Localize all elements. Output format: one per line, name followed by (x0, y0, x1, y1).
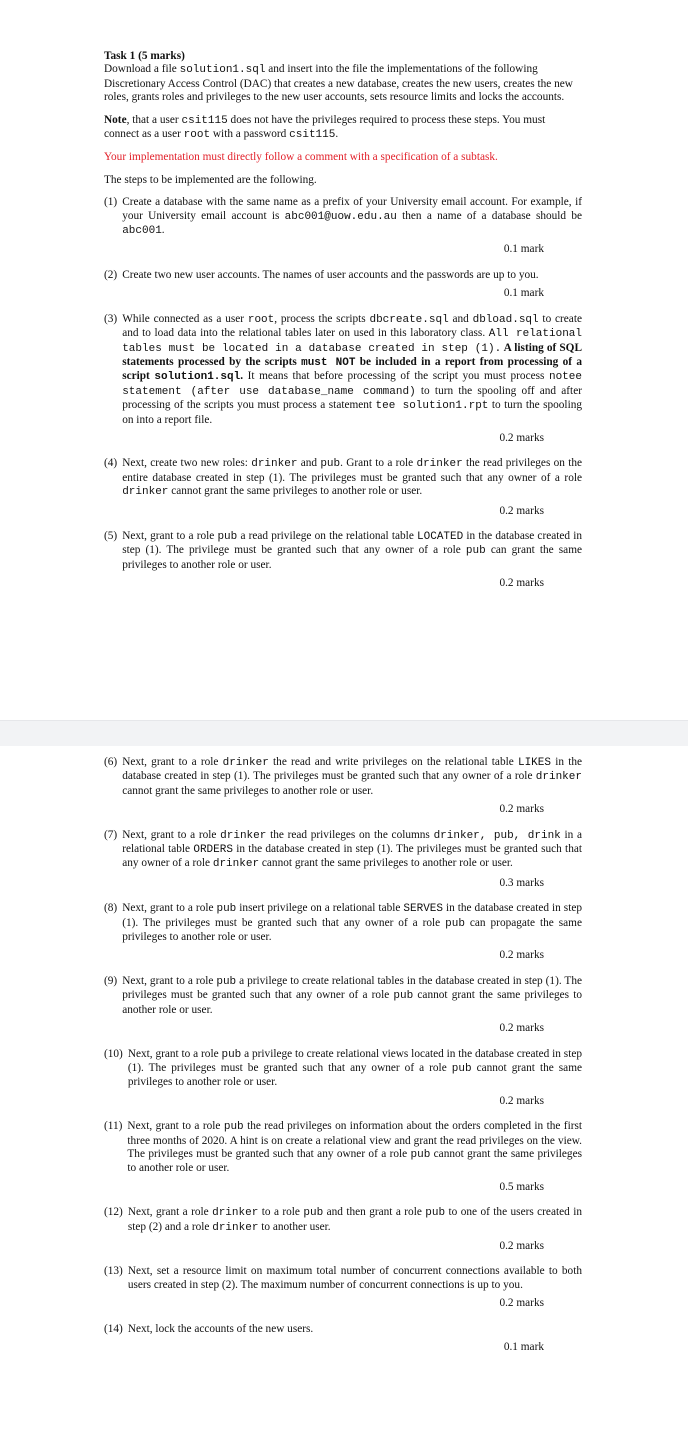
document-page-2 (0, 746, 688, 1446)
step-7: (7) Next, grant to a role drinker the read privileges on the columns drinker, pub, drink in a relational table ORDERS in the database created in step (1). The privileges must be granted such that any owner of a role drinker cannot grant the same privileges to another role or user. (104, 828, 583, 871)
step-9-mark: 0.2 marks (499, 1022, 544, 1035)
page-separator (0, 720, 688, 748)
filename: solution1.sql (179, 64, 266, 77)
step-10-mark: 0.2 marks (499, 1094, 544, 1107)
step-13: (13) Next, set a resource limit on maximum total number of concurrent connections available to both users created in step (2). The maximum number of concurrent connections is up to you. (104, 1265, 582, 1291)
task-title: Task 1 (5 marks) (104, 50, 185, 62)
step-3: (3) While connected as a user root, process the scripts dbcreate.sql and dbload.sql to create and to load data into the relational tables later on used in this laboratory class. All relational tables must be located in a database created in step (1). A listing of SQL statements processed by the scripts must NOT be included in a report from processing of a script solution1.sql. It means that before processing of the script you must process notee statement (after use database_name command) to turn the spooling off and after processing of the scripts you must process a statement tee solution1.rpt to turn the spooling on into a report file. (104, 312, 583, 426)
step-12-mark: 0.2 marks (499, 1239, 544, 1252)
document-page-1 (0, 0, 688, 720)
step-4-mark: 0.2 marks (499, 504, 544, 517)
step-2-mark: 0.1 mark (503, 287, 544, 300)
step-1-mark: 0.1 mark (503, 243, 544, 256)
step-12: (12) Next, grant a role drinker to a role pub and then grant a role pub to one of the users created in step (2) and a role drinker to another user. (104, 1206, 582, 1234)
step-5: (5) Next, grant to a role pub a read privilege on the relational table LOCATED in the database created in step (1). The privilege must be granted such that any owner of a role pub can grant the same privileges to another role or user. (104, 529, 582, 571)
step-11: (11) Next, grant to a role pub the read privileges on information about the orders completed in the first three months of 2020. A hint is on create a relational view and grant the read privileges on the view. The privileges must be granted such that any owner of a role pub cannot grant the same privileges to another role or user. (104, 1120, 583, 1175)
step-6-mark: 0.2 marks (499, 803, 544, 816)
task-intro: Download a file solution1.sql and insert into the file the implementations of the following Discretionary Access Control (DAC) that creates a new database, creates the new users, creates the new roles, grants roles and privileges to the new user accounts, sets resource limits and locks the accounts. (104, 63, 573, 104)
step-3-mark: 0.2 marks (499, 431, 544, 444)
page-2-content (104, 756, 582, 1366)
step-10: (10) Next, grant to a role pub a privilege to create relational views located in the database created in step (1). The privileges must be granted such that any owner of a role pub cannot grant the same privileges to another role or user. (104, 1047, 582, 1089)
step-6: (6) Next, grant to a role drinker the read and write privileges on the relational table LIKES in the database created in step (1). The privileges must be granted such that any owner of a role drinker cannot grant the same privileges to another role or user. (104, 756, 582, 797)
step-4: (4) Next, create two new roles: drinker and pub. Grant to a role drinker the read privileges on the entire database created in step (1). The privileges must be granted such that any owner of a role drinker cannot grant the same privileges to another role or user. (104, 457, 583, 499)
step-9: (9) Next, grant to a role pub a privilege to create relational tables in the database created in step (1). The privileges must be granted such that any owner of a role pub cannot grant the same privileges to another role or user. (104, 974, 582, 1016)
step-8-mark: 0.2 marks (499, 949, 544, 962)
step-5-mark: 0.2 marks (499, 577, 544, 590)
step-2: (2) Create two new user accounts. The names of user accounts and the passwords are up to you. (104, 268, 539, 281)
step-1: (1) Create a database with the same name as a prefix of your University email account. For example, if your University email account is abc001@uow.edu.au then a name of a database should be abc001. (104, 196, 582, 238)
step-14: (14) Next, lock the accounts of the new users. (104, 1322, 314, 1335)
note-paragraph: Note, that a user csit115 does not have the privileges required to process these steps. You must connect as a user root with a password csit115. (104, 113, 546, 142)
step-7-mark: 0.3 marks (499, 876, 544, 889)
step-13-mark: 0.2 marks (499, 1297, 544, 1310)
step-8: (8) Next, grant to a role pub insert privilege on a relational table SERVES in the database created in step (1). The privileges must be granted such that any owner of a role pub can propagate the same privileges to another role or user. (104, 902, 582, 944)
note-label: Note (104, 113, 127, 126)
page-1-content (104, 50, 582, 603)
step-14-mark: 0.1 mark (503, 1341, 544, 1353)
warning-text: Your implementation must directly follow a comment with a specification of a subtask. (104, 151, 498, 164)
steps-intro: The steps to be implemented are the following. (104, 173, 317, 186)
step-11-mark: 0.5 marks (499, 1180, 544, 1193)
